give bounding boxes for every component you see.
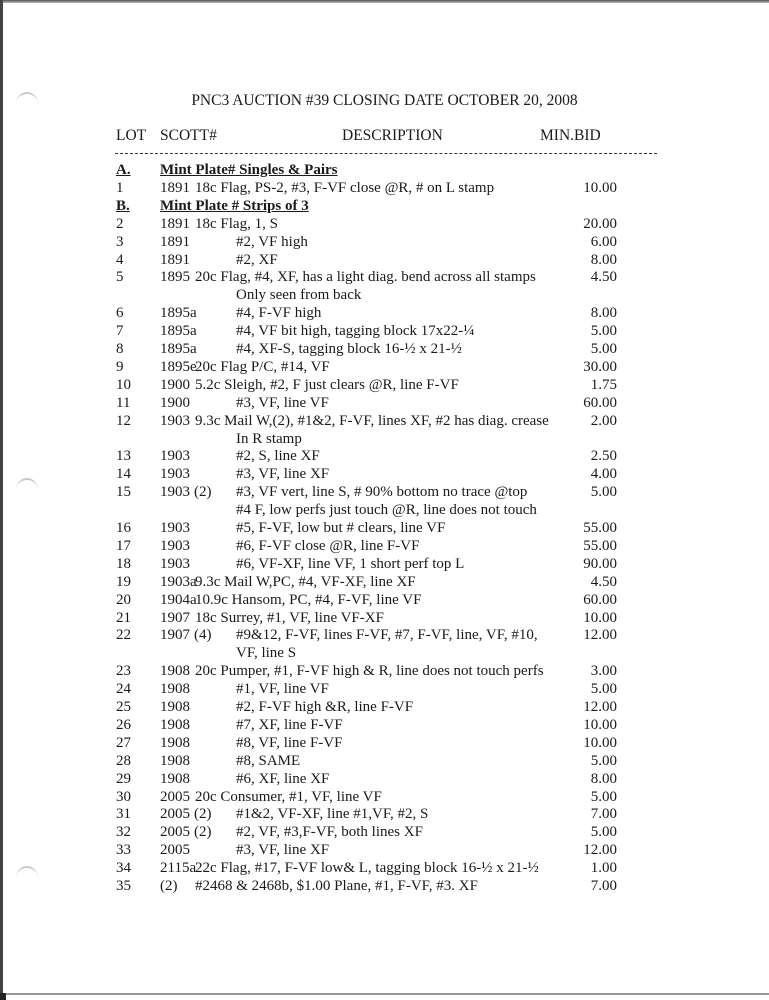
section-title: Mint Plate# Singles & Pairs bbox=[160, 162, 338, 178]
lot-number: 12 bbox=[116, 412, 131, 429]
lot-description: #7, XF, line F-VF bbox=[236, 716, 343, 733]
scott-number: 1891 bbox=[160, 215, 190, 232]
scott-number: 1903 bbox=[160, 466, 190, 483]
lot-row bbox=[0, 699, 769, 716]
section-header bbox=[0, 198, 769, 215]
scott-number: 1895 bbox=[160, 269, 190, 286]
min-bid: 8.00 bbox=[590, 251, 617, 268]
lot-number: 27 bbox=[116, 734, 131, 751]
scan-edge-bottom bbox=[0, 993, 769, 995]
min-bid: 55.00 bbox=[583, 537, 617, 554]
min-bid: 10.00 bbox=[583, 734, 617, 751]
lot-description: 5.2c Sleigh, #2, F just clears @R, line F-VF bbox=[195, 376, 459, 393]
min-bid: 7.00 bbox=[590, 878, 617, 894]
scott-number: 1903 bbox=[160, 555, 190, 572]
min-bid: 4.00 bbox=[590, 466, 617, 483]
lot-description: 20c Flag, #4, XF, has a light diag. bend across all stamps bbox=[195, 269, 536, 286]
scott-number: 1908 bbox=[160, 752, 190, 769]
lot-row bbox=[0, 269, 769, 286]
lot-row bbox=[0, 824, 769, 841]
lot-row bbox=[0, 395, 769, 412]
description-continuation bbox=[0, 287, 769, 304]
lot-row bbox=[0, 574, 769, 591]
lot-description: #8, VF, line F-VF bbox=[236, 734, 343, 751]
lot-row bbox=[0, 771, 769, 788]
lot-number: 15 bbox=[116, 484, 131, 501]
lot-row bbox=[0, 681, 769, 698]
lot-description: #2, VF high bbox=[236, 233, 308, 250]
scott-number: 1903a bbox=[160, 573, 197, 590]
lot-description: VF, line S bbox=[236, 645, 297, 662]
scott-number: 1907 bbox=[160, 627, 190, 644]
scott-number: 1903 bbox=[160, 484, 190, 501]
lot-description: #3, VF, line VF bbox=[236, 394, 329, 411]
lot-description: #1, VF, line VF bbox=[236, 681, 329, 698]
min-bid: 3.00 bbox=[590, 663, 617, 680]
lot-row bbox=[0, 538, 769, 555]
lot-row bbox=[0, 359, 769, 376]
lot-number: 6 bbox=[116, 305, 124, 322]
lot-description: Only seen from back bbox=[236, 287, 362, 304]
lot-row bbox=[0, 860, 769, 877]
lot-number: 9 bbox=[116, 358, 124, 375]
quantity: (2) bbox=[194, 806, 212, 823]
lot-number: 33 bbox=[116, 842, 131, 859]
lot-number: 29 bbox=[116, 770, 131, 787]
lot-description: #8, SAME bbox=[236, 752, 301, 769]
lot-description: #5, F-VF, low but # clears, line VF bbox=[236, 520, 446, 536]
section-letter: A. bbox=[116, 162, 131, 178]
lot-number: 26 bbox=[116, 716, 131, 733]
lot-row bbox=[0, 842, 769, 859]
section-header bbox=[0, 162, 769, 179]
lot-row bbox=[0, 234, 769, 251]
lot-row bbox=[0, 377, 769, 394]
scott-number: 1895a bbox=[160, 341, 197, 357]
scott-number: 2005 bbox=[160, 806, 190, 823]
min-bid: 10.00 bbox=[583, 716, 617, 733]
scott-number: 2005 bbox=[160, 824, 190, 841]
scott-number: 2005 bbox=[160, 842, 190, 859]
scott-number: 1895a bbox=[160, 323, 197, 340]
lot-description: #2, XF bbox=[236, 251, 278, 268]
scott-number: 1908 bbox=[160, 770, 190, 787]
lot-description: In R stamp bbox=[236, 430, 302, 447]
lot-number: 25 bbox=[116, 699, 131, 715]
description-continuation bbox=[0, 645, 769, 662]
min-bid: 5.00 bbox=[590, 484, 617, 501]
lot-number: 24 bbox=[116, 681, 131, 698]
lot-description: 18c Flag, 1, S bbox=[195, 215, 278, 232]
lot-row bbox=[0, 413, 769, 430]
quantity: (2) bbox=[194, 484, 212, 501]
min-bid: 6.00 bbox=[590, 233, 617, 250]
min-bid: 60.00 bbox=[583, 591, 617, 608]
min-bid: 5.00 bbox=[590, 824, 617, 841]
lot-description: 9.3c Mail W,(2), #1&2, F-VF, lines XF, #2 has diag. crease bbox=[195, 412, 549, 429]
scott-number: 1903 bbox=[160, 448, 190, 465]
min-bid: 10.00 bbox=[583, 609, 617, 626]
lot-row bbox=[0, 216, 769, 233]
min-bid: 5.00 bbox=[590, 323, 617, 340]
scott-number: 1891 bbox=[160, 233, 190, 250]
lot-row bbox=[0, 806, 769, 823]
lot-row bbox=[0, 789, 769, 806]
min-bid: 55.00 bbox=[583, 520, 617, 536]
column-header-description: DESCRIPTION bbox=[342, 127, 443, 144]
lot-number: 10 bbox=[116, 376, 131, 393]
lot-description: #1&2, VF-XF, line #1,VF, #2, S bbox=[236, 806, 429, 823]
lot-number: 23 bbox=[116, 663, 131, 680]
lot-number: 35 bbox=[116, 878, 131, 894]
section-title: Mint Plate # Strips of 3 bbox=[160, 197, 309, 214]
lot-description: #9&12, F-VF, lines F-VF, #7, F-VF, line, VF, #10, bbox=[236, 627, 538, 644]
scott-number: 1907 bbox=[160, 609, 190, 626]
lot-number: 17 bbox=[116, 537, 131, 554]
min-bid: 60.00 bbox=[583, 394, 617, 411]
description-continuation bbox=[0, 502, 769, 519]
lot-number: 31 bbox=[116, 806, 131, 823]
lot-number: 18 bbox=[116, 555, 131, 572]
scott-number: 1895e bbox=[160, 358, 197, 375]
min-bid: 1.00 bbox=[590, 860, 617, 877]
lot-row bbox=[0, 735, 769, 752]
scott-number: 2115a bbox=[160, 860, 197, 877]
min-bid: 8.00 bbox=[590, 305, 617, 322]
lot-row bbox=[0, 466, 769, 483]
min-bid: 7.00 bbox=[590, 806, 617, 823]
lot-number: 28 bbox=[116, 752, 131, 769]
scan-corner-mark bbox=[0, 993, 6, 1000]
lot-description: 18c Flag, PS-2, #3, F-VF close @R, # on L stamp bbox=[195, 179, 495, 196]
lot-description: #6, XF, line XF bbox=[236, 770, 330, 787]
section-letter: B. bbox=[116, 197, 130, 214]
min-bid: 1.75 bbox=[590, 376, 617, 393]
scan-edge-top bbox=[0, 0, 769, 3]
lot-number: 32 bbox=[116, 824, 131, 841]
min-bid: 12.00 bbox=[583, 699, 617, 715]
lot-number: 22 bbox=[116, 627, 131, 644]
lot-row bbox=[0, 448, 769, 465]
min-bid: 2.50 bbox=[590, 448, 617, 465]
scott-number: 1891 bbox=[160, 251, 190, 268]
min-bid: 12.00 bbox=[583, 842, 617, 859]
scott-number: 1895a bbox=[160, 305, 197, 322]
min-bid: 5.00 bbox=[590, 788, 617, 805]
lot-description: #2, S, line XF bbox=[236, 448, 320, 465]
lot-number: 2 bbox=[116, 215, 124, 232]
description-continuation bbox=[0, 431, 769, 448]
column-header-scott: SCOTT# bbox=[160, 127, 217, 144]
lot-row bbox=[0, 592, 769, 609]
lot-row bbox=[0, 484, 769, 501]
scott-number: 1903 bbox=[160, 537, 190, 554]
min-bid: 30.00 bbox=[583, 358, 617, 375]
document-title: PNC3 AUCTION #39 CLOSING DATE OCTOBER 20, 2008 bbox=[191, 92, 578, 109]
min-bid: 5.00 bbox=[590, 341, 617, 357]
lot-description: 18c Surrey, #1, VF, line VF-XF bbox=[195, 609, 384, 626]
lot-number: 19 bbox=[116, 573, 131, 590]
min-bid: 5.00 bbox=[590, 752, 617, 769]
column-header-min-bid: MIN.BID bbox=[540, 127, 601, 144]
lot-number: 7 bbox=[116, 323, 124, 340]
lot-description: #6, VF-XF, line VF, 1 short perf top L bbox=[236, 555, 465, 572]
lot-row bbox=[0, 753, 769, 770]
lot-row bbox=[0, 556, 769, 573]
lot-description: 20c Consumer, #1, VF, line VF bbox=[195, 788, 382, 805]
min-bid: 4.50 bbox=[590, 269, 617, 286]
lot-row bbox=[0, 663, 769, 680]
lot-row bbox=[0, 305, 769, 322]
lot-description: #2, VF, #3,F-VF, both lines XF bbox=[236, 824, 423, 841]
lot-description: 20c Flag P/C, #14, VF bbox=[195, 358, 330, 375]
scott-number: 2005 bbox=[160, 788, 190, 805]
scott-number: 1908 bbox=[160, 681, 190, 698]
scott-number: 1904a bbox=[160, 591, 197, 608]
lot-description: #3, VF, line XF bbox=[236, 842, 330, 859]
scott-number: 1908 bbox=[160, 734, 190, 751]
min-bid: 2.00 bbox=[590, 412, 617, 429]
lot-number: 4 bbox=[116, 251, 124, 268]
lot-number: 16 bbox=[116, 520, 131, 536]
lot-number: 5 bbox=[116, 269, 124, 286]
lot-row bbox=[0, 252, 769, 269]
lot-description: #4, XF-S, tagging block 16-½ x 21-½ bbox=[236, 341, 462, 357]
lot-number: 34 bbox=[116, 860, 131, 877]
lot-row bbox=[0, 520, 769, 537]
lot-number: 30 bbox=[116, 788, 131, 805]
min-bid: 90.00 bbox=[583, 555, 617, 572]
min-bid: 8.00 bbox=[590, 770, 617, 787]
lot-row bbox=[0, 341, 769, 358]
lot-number: 11 bbox=[116, 394, 131, 411]
lot-row bbox=[0, 180, 769, 197]
lot-number: 20 bbox=[116, 591, 131, 608]
lot-number: 1 bbox=[116, 179, 124, 196]
lot-description: #2468 & 2468b, $1.00 Plane, #1, F-VF, #3. XF bbox=[195, 878, 478, 894]
scott-number: 1908 bbox=[160, 716, 190, 733]
min-bid: 12.00 bbox=[583, 627, 617, 644]
lot-number: 14 bbox=[116, 466, 131, 483]
scott-number: 1891 bbox=[160, 179, 190, 196]
min-bid: 10.00 bbox=[583, 179, 617, 196]
quantity: (2) bbox=[194, 824, 212, 841]
lot-description: 22c Flag, #17, F-VF low& L, tagging block 16-½ x 21-½ bbox=[195, 860, 539, 877]
min-bid: 4.50 bbox=[590, 573, 617, 590]
lot-row bbox=[0, 610, 769, 627]
lot-description: #4 F, low perfs just touch @R, line does not touch bbox=[236, 502, 537, 519]
lot-number: 21 bbox=[116, 609, 131, 626]
lot-description: 9.3c Mail W,PC, #4, VF-XF, line XF bbox=[195, 573, 416, 590]
lot-description: #3, VF, line XF bbox=[236, 466, 330, 483]
scott-number: 1908 bbox=[160, 663, 190, 680]
scott-number: 1900 bbox=[160, 394, 190, 411]
lot-row bbox=[0, 878, 769, 895]
lot-row bbox=[0, 627, 769, 644]
scott-number: (2) bbox=[160, 878, 178, 894]
scott-number: 1908 bbox=[160, 699, 190, 715]
lot-number: 8 bbox=[116, 341, 124, 357]
lot-row bbox=[0, 717, 769, 734]
lot-number: 13 bbox=[116, 448, 131, 465]
lot-description: #6, F-VF close @R, line F-VF bbox=[236, 537, 420, 554]
quantity: (4) bbox=[194, 627, 212, 644]
lot-description: #2, F-VF high &R, line F-VF bbox=[236, 699, 414, 715]
lot-description: #4, VF bit high, tagging block 17x22-¼ bbox=[236, 323, 475, 340]
lot-description: 20c Pumper, #1, F-VF high & R, line does not touch perfs bbox=[195, 663, 544, 680]
min-bid: 20.00 bbox=[583, 215, 617, 232]
scott-number: 1903 bbox=[160, 412, 190, 429]
lot-number: 3 bbox=[116, 233, 124, 250]
header-divider bbox=[115, 153, 657, 154]
scott-number: 1903 bbox=[160, 520, 190, 536]
lot-row bbox=[0, 323, 769, 340]
min-bid: 5.00 bbox=[590, 681, 617, 698]
lot-description: 10.9c Hansom, PC, #4, F-VF, line VF bbox=[195, 591, 422, 608]
scott-number: 1900 bbox=[160, 376, 190, 393]
lot-description: #3, VF vert, line S, # 90% bottom no trace @top bbox=[236, 484, 528, 501]
lot-description: #4, F-VF high bbox=[236, 305, 322, 322]
column-header-lot: LOT bbox=[116, 127, 147, 144]
